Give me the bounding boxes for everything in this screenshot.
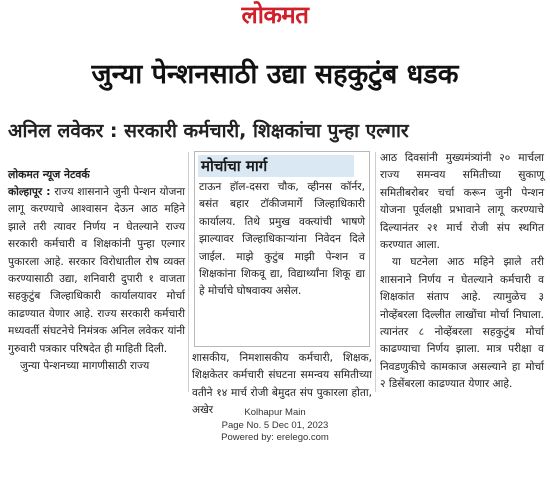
article-paragraph-1-text: राज्य शासनाने जुनी पेन्शन योजना लागू करण्याचे आश्वासन देऊन आठ महिने झाले तरी त्यावर निर्णय न घेतल्याने राज्य सरकारी कर्मचारी व शिक्षकांनी पुन्हा एल्गार पुकारला आहे. सरकार विरोधातील रोष व्यक्त करण्यासाठी उद्या, शनिवारी दुपारी १ वाजता सहकुटुंब जिल्हाधिकारी कार्यालयावर मोर्चा काढण्यात येणार आहे. राज्य सरकारी कर्मचारी मध्यवर्ती संघटनेचे निमंत्रक अनिल लवेकर यांनी गुरुवारी पत्रकार परिषदेत ही माहिती दिली. (8, 186, 185, 355)
article-column-right (380, 150, 544, 394)
byline: लोकमत न्यूज नेटवर्क (8, 168, 90, 181)
headline: जुन्या पेन्शनसाठी उद्या सहकुटुंब धडक (91, 59, 459, 90)
column-divider-right (375, 152, 376, 392)
article-paragraph-2: जुन्या पेन्शनच्या मागणीसाठी राज्य (20, 360, 150, 373)
sidebar-box-route (194, 151, 370, 347)
article-paragraph-5: या घटनेला आठ महिने झाले तरी शासनाने निर्णय न घेतल्याने कर्मचारी व शिक्षकांत संताप आहे. त्यामुळेच ३ नोव्हेंबरला दिल्लीत लाखोंचा मोर्चा निघाला. त्यानंतर ८ नोव्हेंबरला सहकुटुंब मोर्चा काढण्याचा निर्णय झाला. मात्र परीक्षा व निवडणुकीचे कामकाज असल्याने हा मोर्चा २ डिसेंबरला काढण्यात येणार आहे. (380, 256, 544, 391)
article-column-left (8, 166, 185, 375)
newspaper-logo: लोकमत (241, 0, 309, 29)
article-paragraph-3: शासकीय, निमशासकीय कर्मचारी, शिक्षक, शिक्षकेतर कर्मचारी संघटना समन्वय समितीच्या वतीने १४ मार्च रोजी बेमुदत संप पुकारला होता, अखेर (192, 352, 372, 417)
page-footer (0, 407, 550, 445)
dateline: कोल्हापूर : (8, 186, 51, 198)
column-divider-left (188, 152, 189, 392)
footer-powered-by: Powered by: erelego.com (221, 432, 329, 443)
footer-edition: Kolhapur Main (244, 407, 306, 418)
sidebar-text: टाऊन हॉल-दसरा चौक, व्हीनस कॉर्नर, बसंत बहार टॉकीजमार्गे जिल्हाधिकारी कार्यालय. तिथे प्रमुख वक्त्यांची भाषणे झाल्यावर जिल्हाधिकाऱ्यांना निवेदन दिले जाईल. माझे कुटुंब माझी पेन्शन व शिक्षकांना शिकवू द्या, विद्यार्थ्यांना शिकू द्या हे मोर्चाचे घोषवाक्य असेल. (199, 181, 365, 298)
subheadline: अनिल लवेकर : सरकारी कर्मचारी, शिक्षकांचा पुन्हा एल्गार (8, 120, 409, 142)
article-paragraph-1 (8, 184, 185, 358)
sidebar-title: मोर्चाचा मार्ग (198, 155, 354, 177)
article-paragraph-4: आठ दिवसांनी मुख्यमंत्र्यांनी २० मार्चला राज्य समन्वय समितीच्या सुकाणू समितीबरोबर चर्चा करून जुनी पेन्शन योजना पूर्वलक्षी प्रभावाने लागू करण्याचे दिल्यानंतर २१ मार्च रोजी संप स्थगित करण्यात आला. (380, 152, 544, 252)
footer-page-info: Page No. 5 Dec 01, 2023 (221, 419, 329, 431)
masthead (0, 0, 550, 30)
